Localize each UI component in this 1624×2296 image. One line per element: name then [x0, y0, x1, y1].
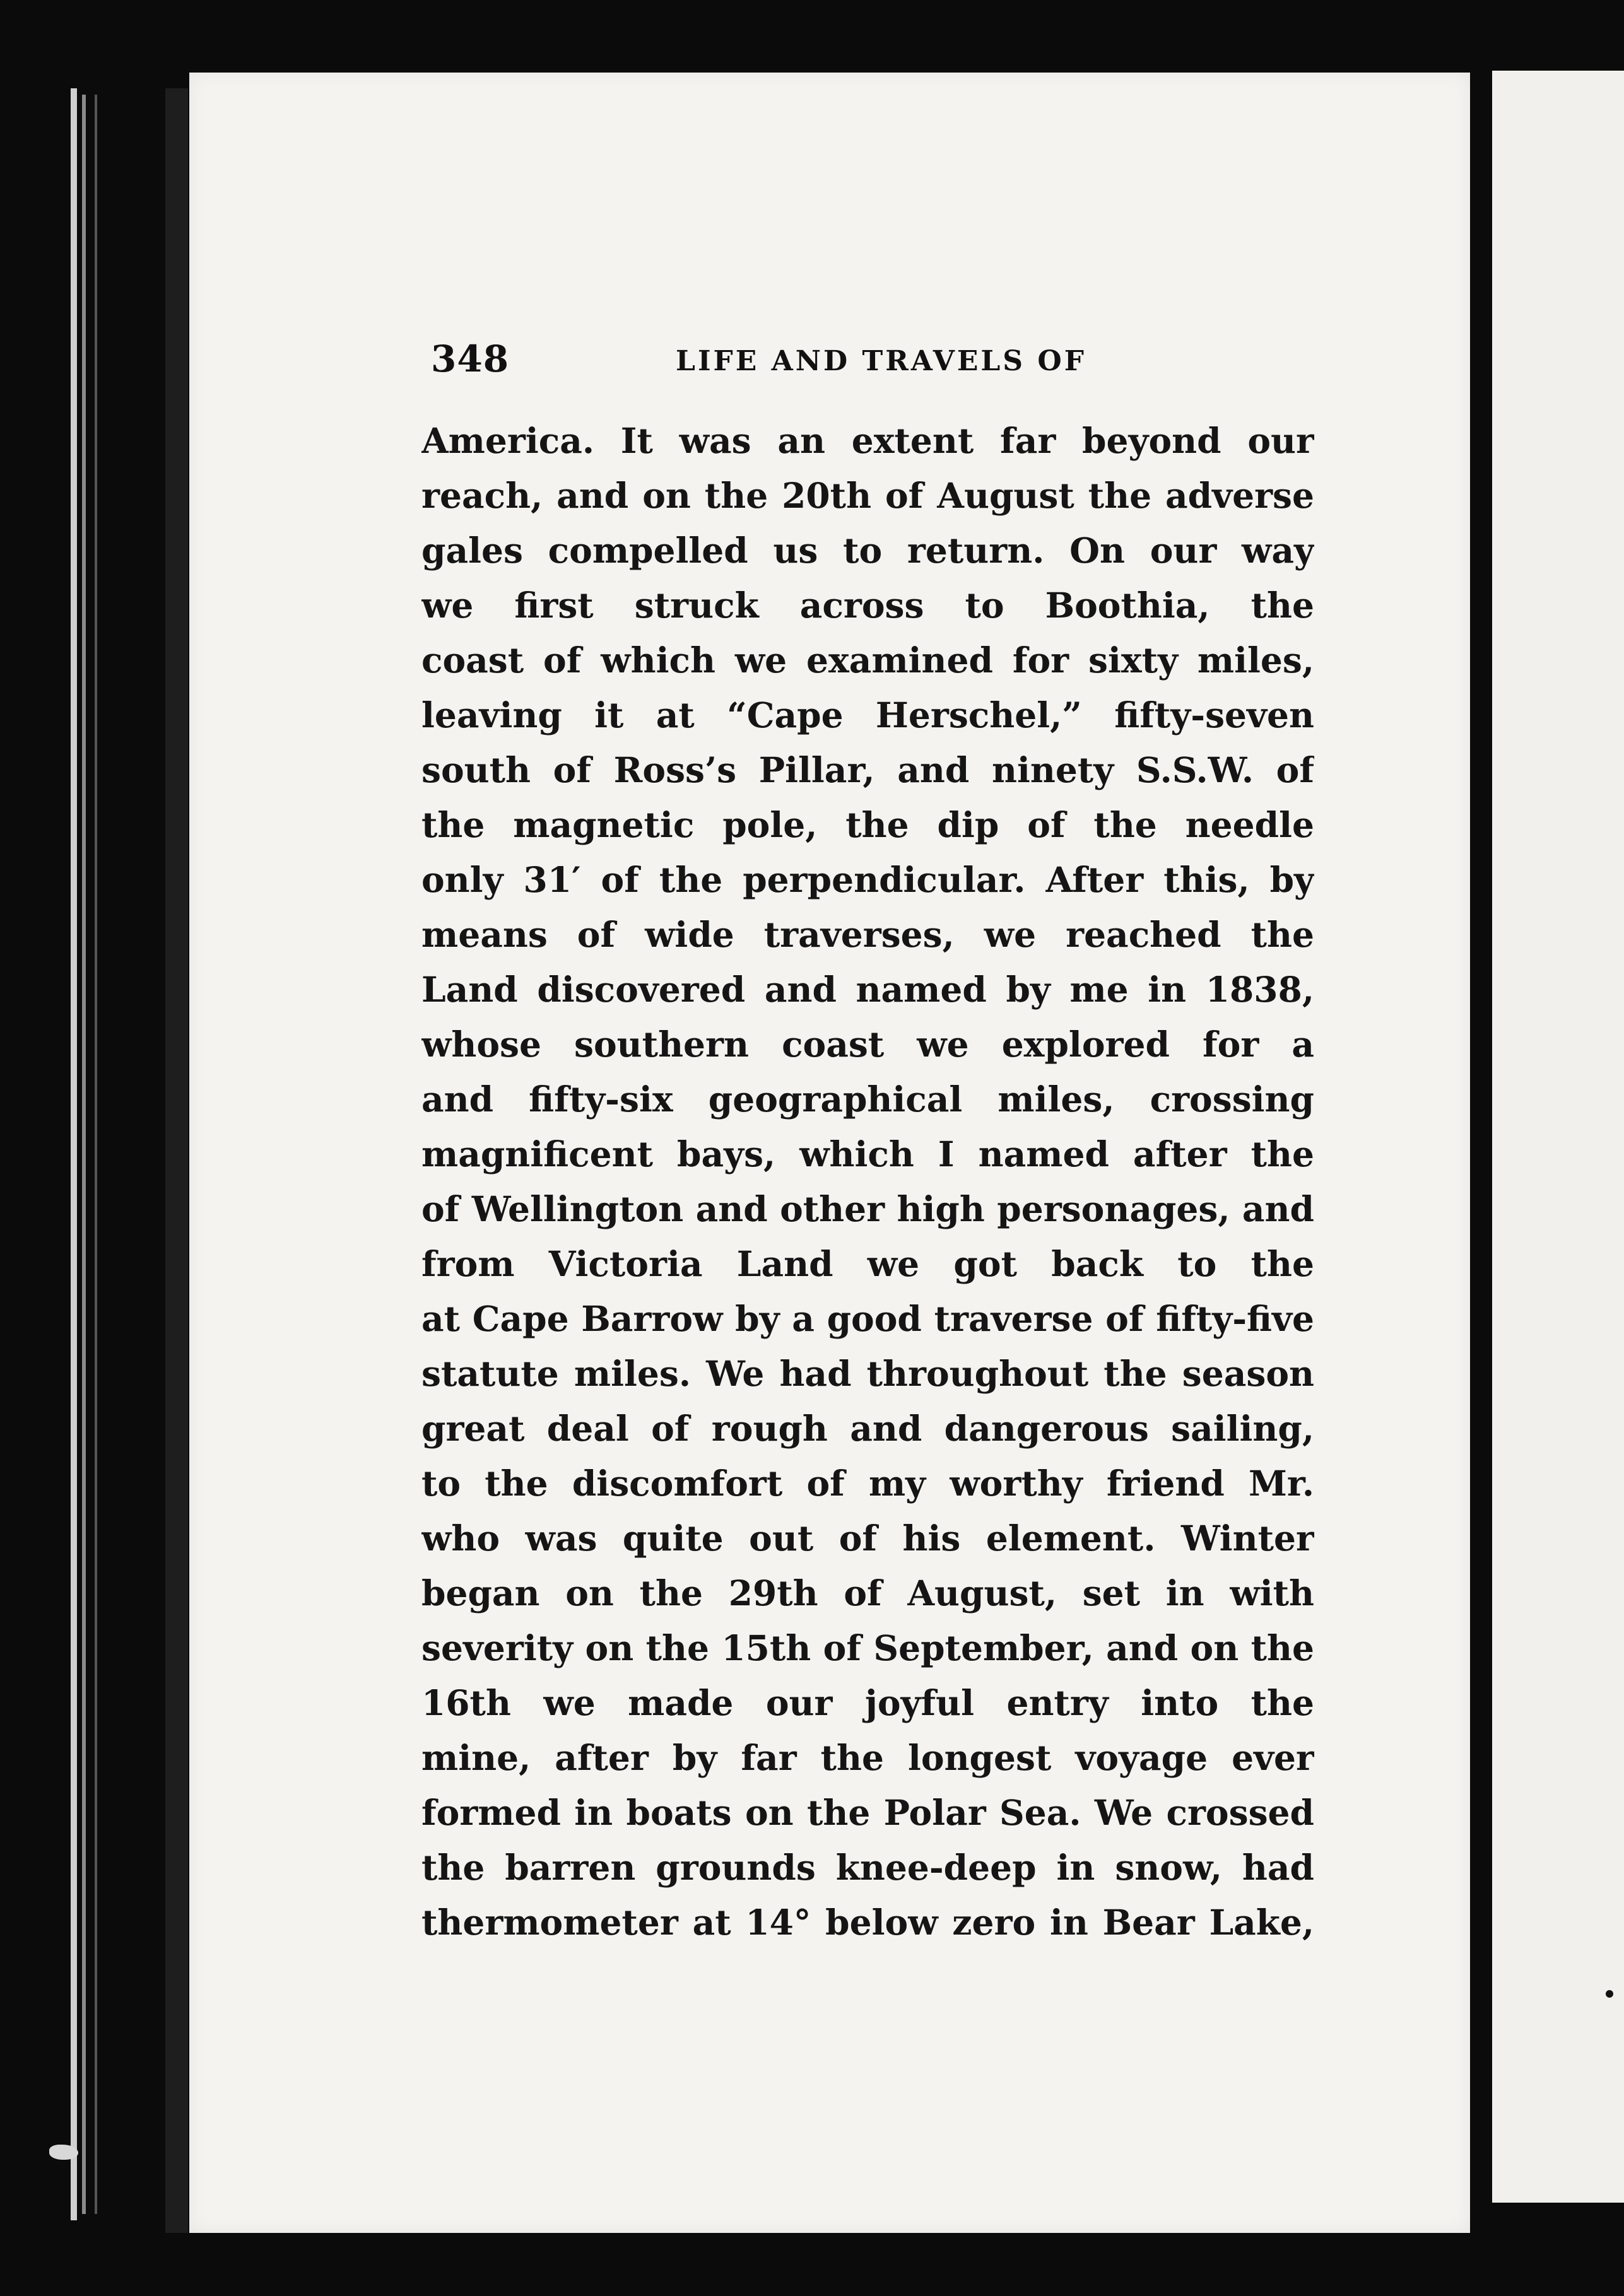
text-line: statute miles. We had throughout the season: [421, 1353, 1314, 1394]
text-line: America. It was an extent far beyond our: [421, 420, 1314, 461]
binding-edge: [82, 95, 86, 2214]
page-header: [431, 337, 1314, 388]
text-line: reach, and on the 20th of August the adverse: [421, 475, 1314, 516]
text-line: who was quite out of his element. Winter: [421, 1518, 1314, 1559]
page-stack-shadow: [165, 88, 188, 2233]
text-line: coast of which we examined for sixty miles,: [421, 640, 1314, 681]
page-number: 348: [431, 337, 510, 380]
text-line: and fifty-six geographical miles, crossing: [421, 1079, 1314, 1120]
text-line: south of Ross’s Pillar, and ninety S.S.W. of: [421, 749, 1314, 790]
text-line: mine, after by far the longest voyage ever: [421, 1737, 1314, 1778]
text-line: the barren grounds knee-deep in snow, had: [421, 1847, 1314, 1888]
text-line: to the discomfort of my worthy friend Mr.: [421, 1463, 1314, 1504]
running-head: LIFE AND TRAVELS OF: [676, 345, 1086, 377]
text-line: we first struck across to Boothia, the: [421, 585, 1314, 626]
scan-speck: [49, 2145, 78, 2160]
binding-edge: [95, 95, 97, 2214]
text-line: at Cape Barrow by a good traverse of fifty-five: [421, 1298, 1314, 1339]
text-line: 16th we made our joyful entry into the: [421, 1682, 1314, 1723]
text-line: from Victoria Land we got back to the: [421, 1243, 1314, 1284]
text-line: formed in boats on the Polar Sea. We crossed: [421, 1792, 1314, 1833]
text-line: means of wide traverses, we reached the: [421, 914, 1314, 955]
text-line: thermometer at 14° below zero in Bear Lake,: [421, 1902, 1314, 1943]
text-line: magnificent bays, which I named after the: [421, 1133, 1314, 1174]
text-line: the magnetic pole, the dip of the needle: [421, 804, 1314, 845]
scan-speck: [1606, 1990, 1613, 1998]
body-text: [421, 413, 1314, 1950]
text-line: severity on the 15th of September, and on the: [421, 1627, 1314, 1668]
text-line: whose southern coast we explored for a: [421, 1024, 1314, 1065]
text-line: began on the 29th of August, set in with: [421, 1573, 1314, 1614]
text-line: of Wellington and other high personages, and: [421, 1188, 1314, 1229]
binding-edge: [71, 88, 77, 2220]
text-line: great deal of rough and dangerous sailing,: [421, 1408, 1314, 1449]
text-line: gales compelled us to return. On our way: [421, 530, 1314, 571]
facing-page-edge: [1492, 71, 1624, 2203]
text-line: Land discovered and named by me in 1838,: [421, 969, 1314, 1010]
text-line: only 31′ of the perpendicular. After this, by: [421, 859, 1314, 900]
text-line: leaving it at “Cape Herschel,” fifty-seven: [421, 694, 1314, 735]
